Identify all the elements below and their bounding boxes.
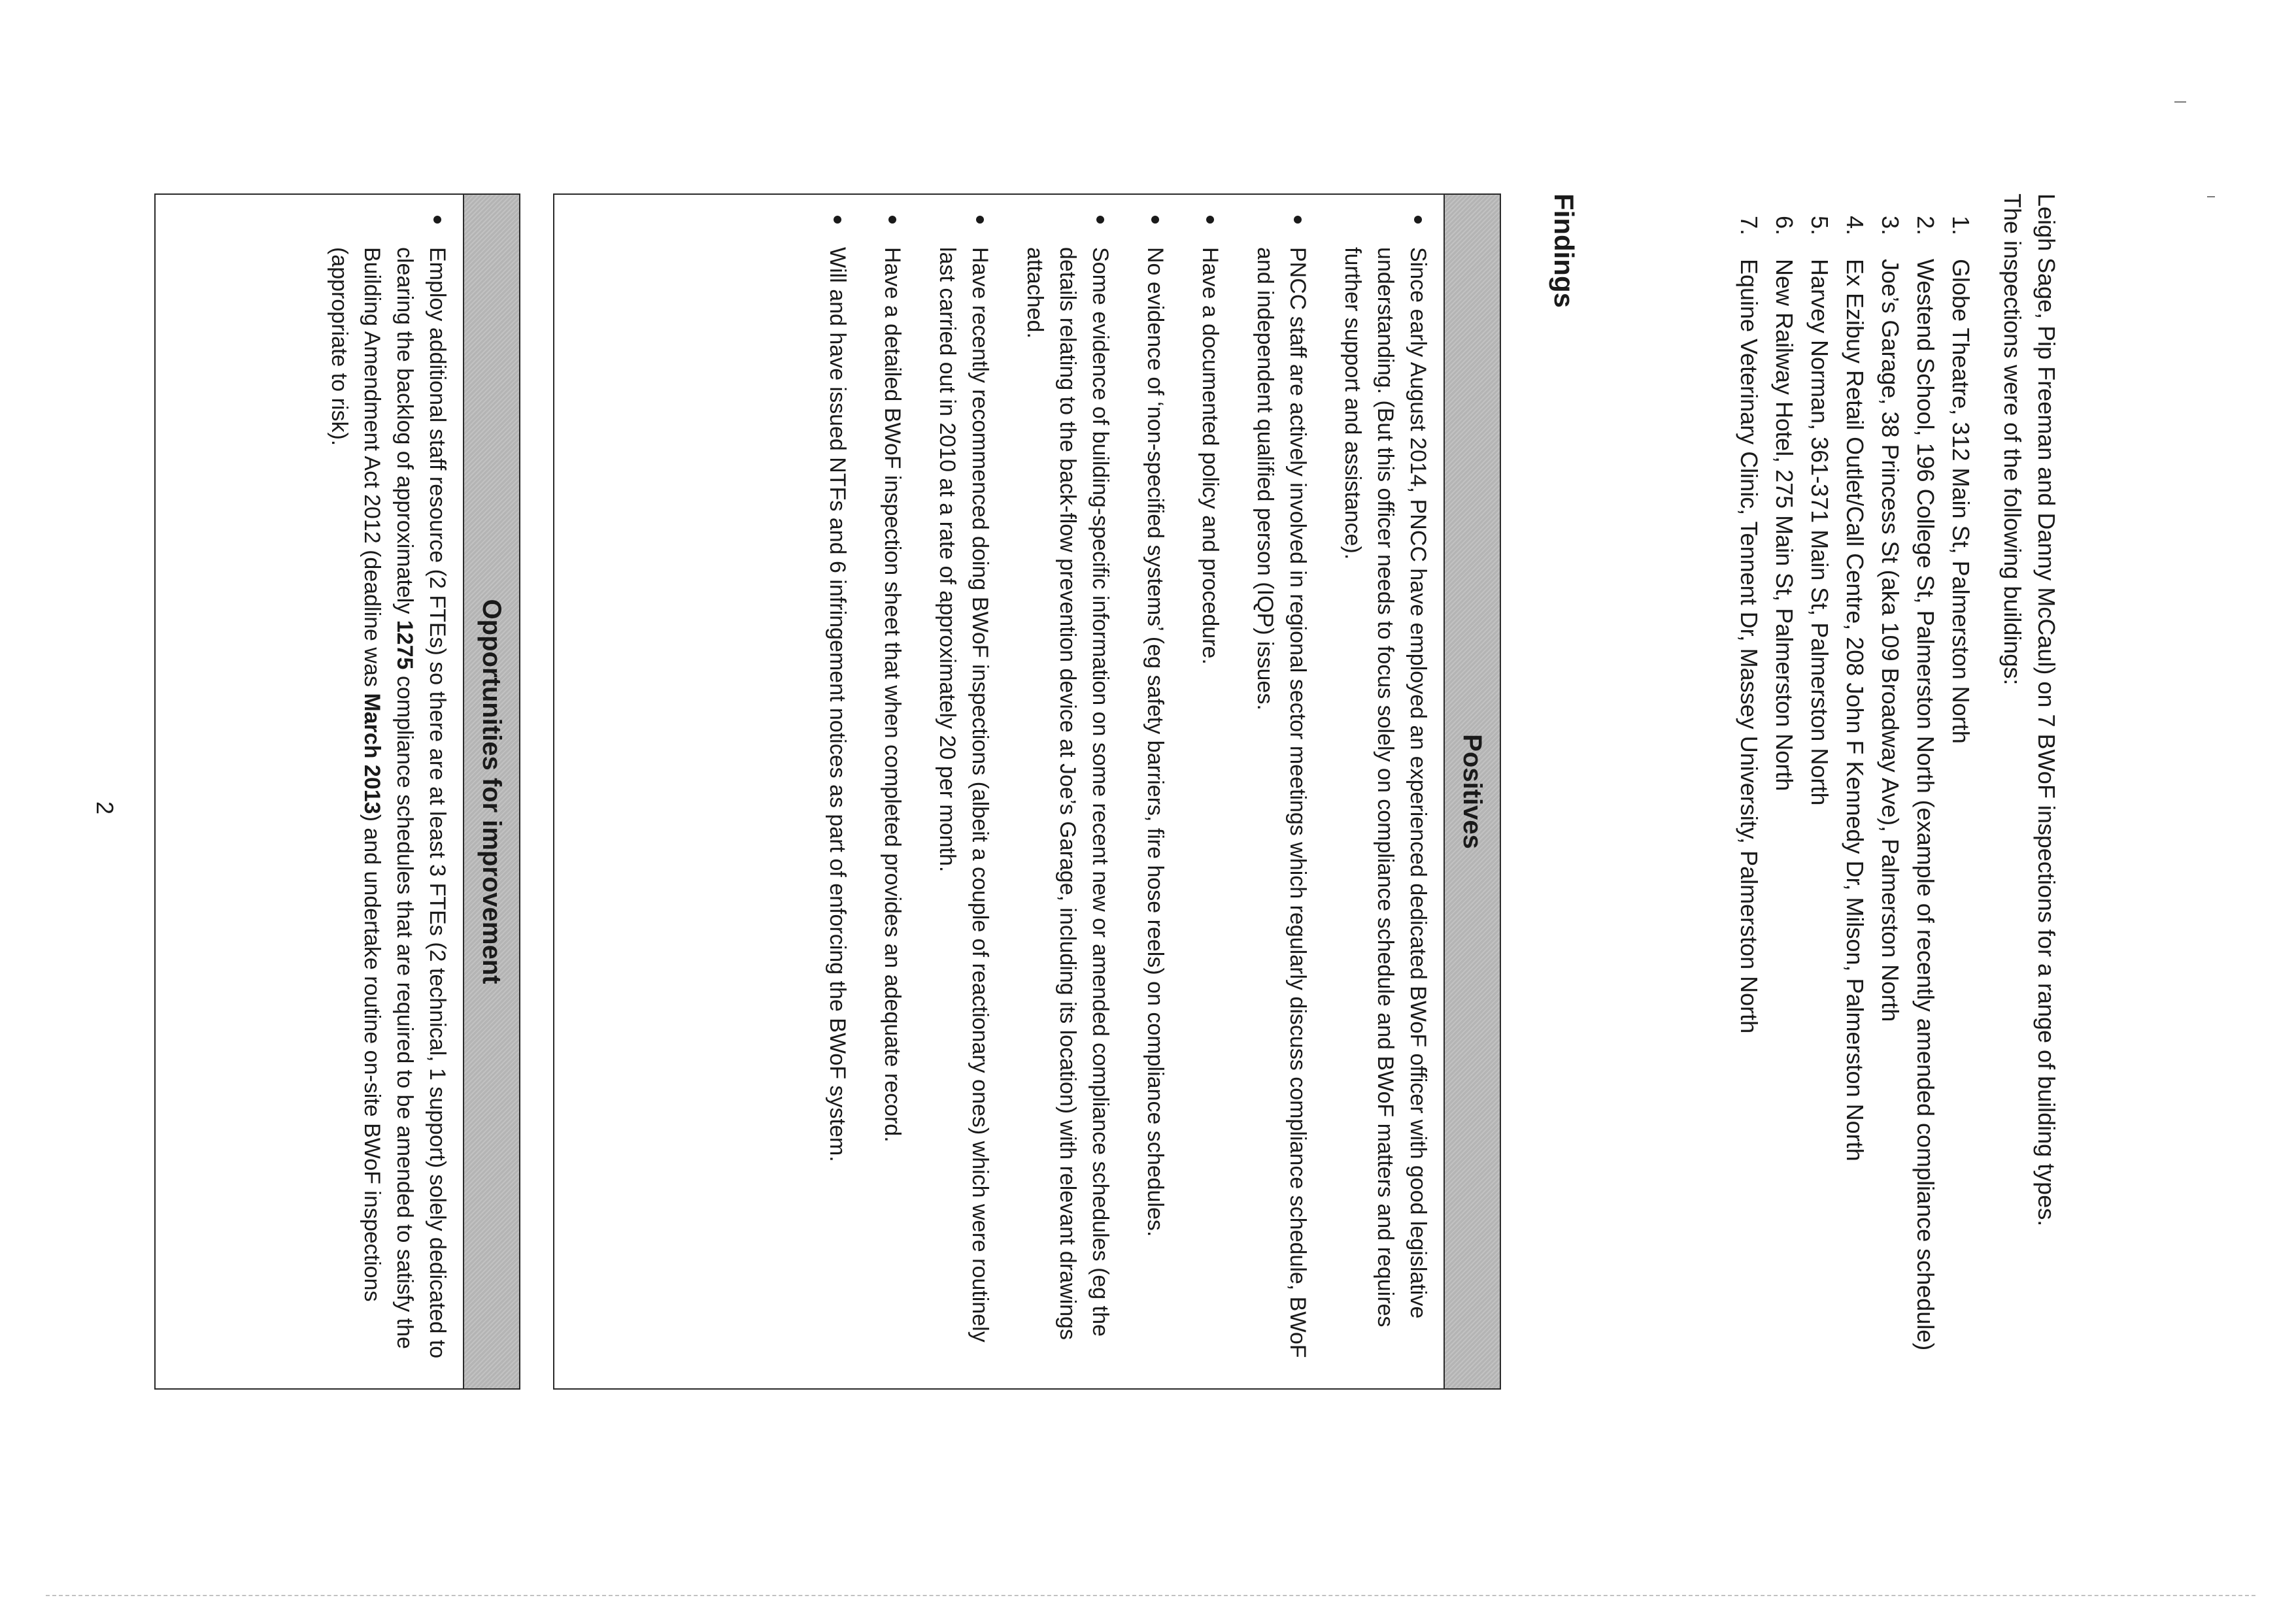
positives-box [553, 193, 1501, 1390]
opportunity-text-part-1: Employ additional staff resource (2 FTEs) so there are at least 3 FTEs (2 technical, 1 support) solely dedicated to clearing the backlog of approximately [392, 247, 450, 1359]
list-number: 6. [1771, 216, 1798, 236]
building-text: Ex Ezibuy Retail Outlet/Call Centre, 208 John F Kennedy Dr, Milson, Palmerston North [1842, 259, 1868, 1161]
intro-line-2: The inspections were of the following buildings: [1999, 193, 2026, 686]
scan-edge-line [46, 1595, 2255, 1597]
bullet-icon [433, 216, 441, 224]
list-item [1731, 193, 1766, 1475]
scan-mark [2174, 101, 2186, 103]
list-item [1139, 210, 1172, 1362]
bullet-icon [1151, 216, 1159, 224]
list-item [323, 210, 454, 1362]
building-list [1731, 193, 1978, 1475]
list-number: 1. [1948, 216, 1974, 236]
building-text: Westend School, 196 College St, Palmerston North (example of recently amended compliance schedule) [1912, 259, 1939, 1351]
backlog-count: 1275 [392, 620, 417, 670]
list-item [1766, 193, 1802, 1475]
positive-text: PNCC staff are actively involved in regional sector meetings which regularly discuss compliance schedule, BWoF and independent qualified person (IQP) issues. [1253, 247, 1310, 1358]
list-item [1837, 193, 1872, 1475]
list-number: 4. [1842, 216, 1868, 236]
deadline-date: March 2013 [360, 693, 384, 814]
opportunities-header: Opportunities for improvement [463, 195, 519, 1388]
positive-text: Will and have issued NTFs and 6 infringement notices as part of enforcing the BWoF system. [825, 247, 850, 1162]
list-number: 3. [1877, 216, 1904, 236]
bullet-icon [1206, 216, 1214, 224]
building-text: Harvey Norman, 361-371 Main St, Palmerston North [1806, 259, 1833, 806]
list-item [1019, 210, 1117, 1362]
list-item [876, 210, 909, 1362]
opportunities-box [154, 193, 520, 1390]
positives-list [821, 195, 1443, 1388]
positive-text: Some evidence of building-specific information on some recent new or amended compliance schedules (eg the details relating to the back-flow prevention device at Joe’s Garage, including its location) with relevant drawings attached. [1022, 247, 1113, 1340]
opportunity-text-part-3: ) and undertake routine on-site BWoF inspections (appropriate to risk). [327, 247, 384, 1302]
bullet-icon [1414, 216, 1422, 224]
opportunities-list [323, 195, 463, 1388]
building-text: Equine Veterinary Clinic, Tennent Dr, Massey University, Palmerston North [1736, 259, 1763, 1034]
list-item [1908, 193, 1943, 1475]
intro-text [1995, 193, 2063, 1475]
intro-line-1: Leigh Sage, Pip Freeman and Danny McCaul) on 7 BWoF inspections for a range of building types. [2033, 193, 2060, 1227]
document-page [37, 193, 2063, 1475]
building-text: Joe’s Garage, 38 Princess St (aka 109 Broadway Ave), Palmerston North [1877, 259, 1904, 1022]
building-text: New Railway Hotel, 275 Main St, Palmerston North [1771, 259, 1798, 792]
building-text: Globe Theatre, 312 Main St, Palmerston North [1948, 259, 1974, 744]
list-item [1194, 210, 1226, 1362]
bullet-icon [888, 216, 896, 224]
list-number: 5. [1806, 216, 1833, 236]
findings-heading: Findings [1549, 193, 1579, 308]
positive-text: No evidence of ‘non-specified systems’ (eg safety barriers, fire hose reels) on compliance schedules. [1143, 247, 1168, 1237]
positive-text: Since early August 2014, PNCC have employed an experienced dedicated BWoF officer with good legislative understanding. (But this officer needs to focus solely on compliance schedule and BWoF matters and requires further support and assistance). [1340, 247, 1430, 1328]
list-item [1802, 193, 1837, 1475]
bullet-icon [834, 216, 841, 224]
list-item [931, 210, 996, 1362]
opportunity-text-part-2: compliance schedules that are required to be amended to satisfy the Building Amendment Act 2012 (deadline was [360, 247, 417, 1349]
bullet-icon [976, 216, 984, 224]
bullet-icon [1096, 216, 1104, 224]
positives-header: Positives [1443, 195, 1500, 1388]
positive-text: Have a detailed BWoF inspection sheet that when completed provides an adequate record. [880, 247, 905, 1143]
list-item [821, 210, 854, 1362]
list-item [1336, 210, 1434, 1362]
positive-text: Have recently recommenced doing BWoF inspections (albeit a couple of reactionary ones) which were routinely last carried out in 2010 at a rate of approximately 20 per month. [935, 247, 992, 1343]
positive-text: Have a documented policy and procedure. [1198, 247, 1223, 665]
opportunity-text [327, 247, 450, 1358]
page-number: 2 [92, 801, 118, 815]
list-item [1872, 193, 1908, 1475]
scan-mark [2207, 196, 2215, 197]
bullet-icon [1294, 216, 1302, 224]
list-number: 7. [1736, 216, 1763, 236]
list-number: 2. [1912, 216, 1939, 236]
list-item [1943, 193, 1978, 1475]
list-item [1249, 210, 1314, 1362]
